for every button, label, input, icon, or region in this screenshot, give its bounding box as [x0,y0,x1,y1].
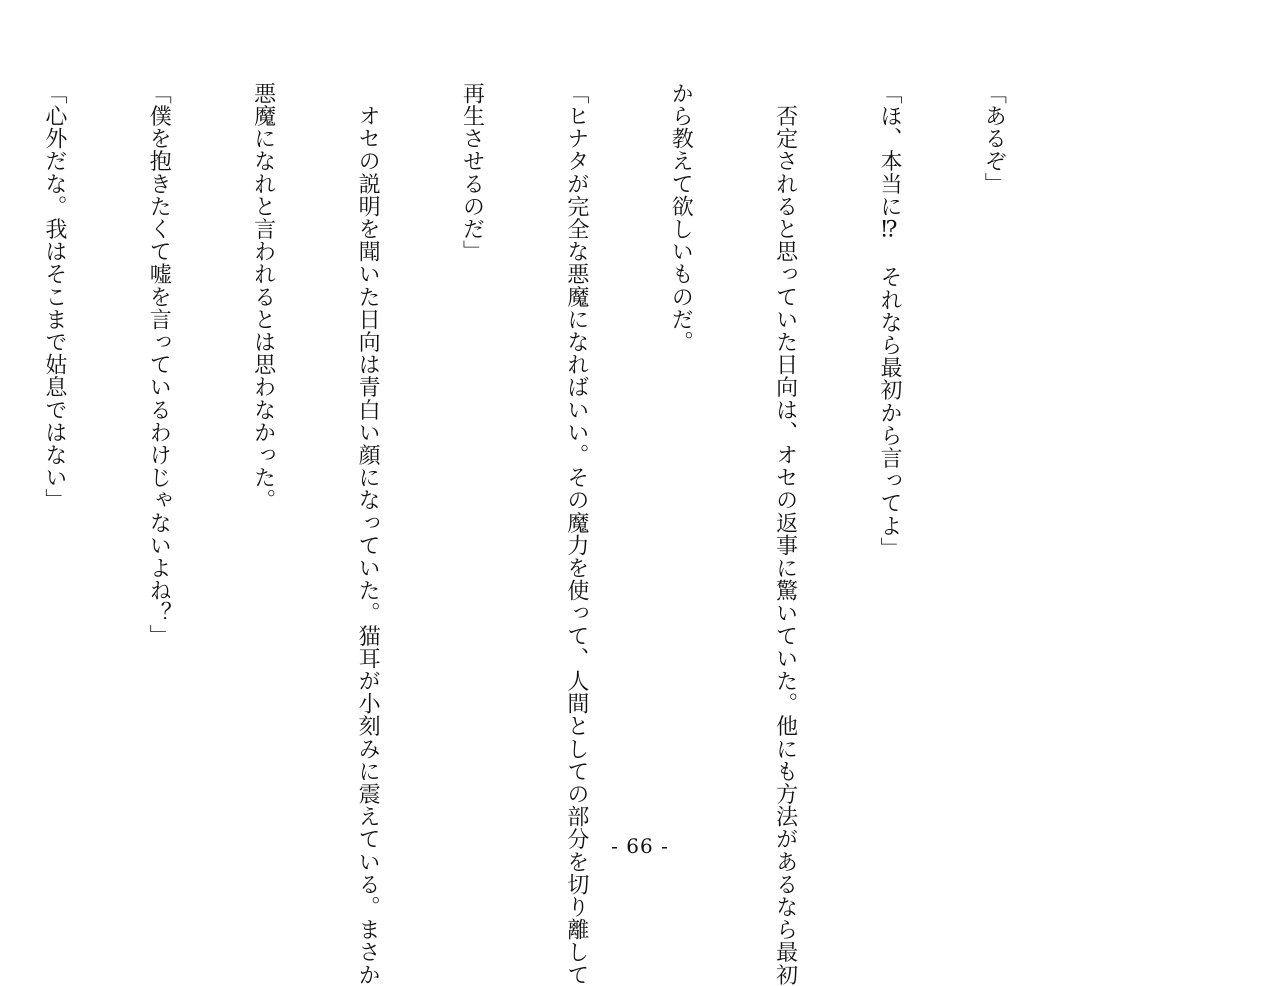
text-line: 「あるぞ」 [981,82,1007,195]
text-line: 否定されると思っていた日向は、オセの返事に驚いていた。他にも方法があるなら最初 [772,82,798,986]
text-line: 再生させるのだ」 [459,82,485,263]
text-line: 「僕を抱きたくて嘘を言っているわけじゃないよね？」 [146,82,172,647]
text-line: 悪魔になれと言われるとは思わなかった。 [250,82,276,512]
text-line: オセの説明を聞いた日向は青白い顔になっていた。猫耳が小刻みに震えている。まさか [355,82,381,986]
text-line: 「ヒナタが完全な悪魔になればいい。その魔力を使って、人間としての部分を切り離して [563,82,589,986]
text-line: 「心外だな。我はそこまで姑息ではない」 [41,82,67,512]
text-line: 「ほ、本当に⁉ それなら最初から言ってよ」 [877,82,903,560]
page-number: - 66 - [611,834,669,858]
text-line: から教えて欲しいものだ。 [668,82,694,354]
